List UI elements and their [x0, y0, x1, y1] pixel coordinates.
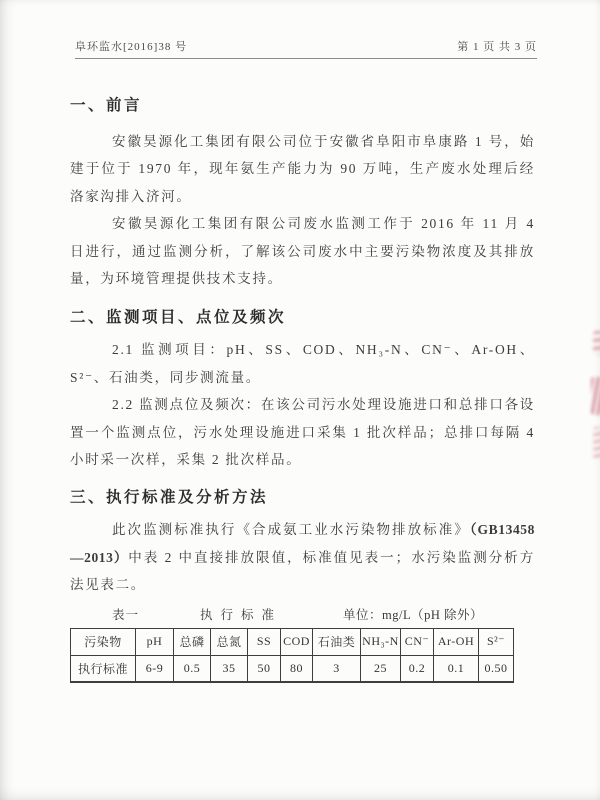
- section-3-title: 三、执行标准及分析方法: [70, 489, 269, 507]
- page-header: [75, 38, 537, 59]
- header-cell-total-phosphorus: 总磷: [174, 628, 211, 655]
- section-2-paragraph-2-1: 2.1 监测项目：pH、SS、COD、NH₃-N、CN⁻、Ar-OH、S²⁻、石油类，同步测流量。: [70, 342, 535, 385]
- standard-note-text: 中表 2 中直接排放限值，标准值见表一；水污染监测分析方法见表二。: [70, 549, 535, 593]
- section-1-paragraph-2: 安徽昊源化工集团有限公司废水监测工作于 2016 年 11 月 4 日进行，通过监测分析，了解该公司废水中主要污染物浓度及其排放量，为环境管理提供技术支持。: [70, 216, 535, 287]
- header-cell-cod: COD: [281, 628, 313, 655]
- red-ink-mark-middle: [591, 377, 600, 415]
- section-2-title: 二、监测项目、点位及频次: [70, 309, 287, 327]
- header-cell-cn: CN⁻: [401, 628, 434, 655]
- header-cell-s2: S²⁻: [479, 628, 514, 655]
- doc-number: 阜环监水[2016]38 号: [75, 41, 188, 53]
- value-cell-ph: 6-9: [136, 655, 174, 682]
- document-body: [70, 57, 535, 683]
- header-cell-total-nitrogen: 总氮: [211, 628, 248, 655]
- value-cell-petroleum: 3: [313, 655, 361, 682]
- header-cell-pollutant: 污染物: [71, 628, 136, 655]
- red-ink-mark-bottom: [593, 427, 600, 459]
- header-cell-ph: pH: [136, 628, 174, 655]
- value-cell-nh3n: 25: [361, 655, 401, 682]
- row-label-cell: 执行标准: [71, 655, 136, 682]
- section-1-title: 一、前言: [70, 97, 143, 114]
- table-one-title: 执行标准: [200, 607, 283, 622]
- red-ink-mark-top: [593, 331, 600, 355]
- header-cell-aroh: Ar-OH: [434, 628, 479, 655]
- table-one-caption: [70, 605, 513, 623]
- value-cell-aroh: 0.1: [434, 655, 479, 682]
- standard-name-text: 此次监测标准执行《合成氨工业水污染物排放标准》: [112, 522, 470, 538]
- header-cell-petroleum: 石油类: [313, 628, 361, 655]
- table-one-unit: 单位：mg/L（pH 除外）: [343, 607, 483, 622]
- value-cell-s2: 0.50: [479, 655, 514, 682]
- gb-standard-code: （GB13458—2013）: [70, 522, 535, 565]
- value-cell-cn: 0.2: [401, 655, 434, 682]
- section-2-paragraph-2-2: 2.2 监测点位及频次：在该公司污水处理设施进口和总排口各设置一个监测点位，污水处理设施进口采集 1 批次样品；总排口每隔 4 小时采一次样，采集 2 批次样品。: [70, 397, 535, 468]
- header-cell-nh3n: NH₃-N: [361, 628, 401, 655]
- page-indicator: 第 1 页 共 3 页: [457, 41, 537, 53]
- table-data-row: [71, 655, 514, 682]
- header-cell-ss: SS: [248, 628, 281, 655]
- executive-standard-table: [70, 628, 514, 684]
- table-one-label: 表一: [112, 607, 140, 622]
- table-header-row: [71, 628, 514, 655]
- value-cell-cod: 80: [281, 655, 313, 682]
- section-1-paragraph-1: 安徽昊源化工集团有限公司位于安徽省阜阳市阜康路 1 号，始建于位于 1970 年，现年氨生产能力为 90 万吨，生产废水处理后经洛家沟排入济河。: [70, 134, 535, 204]
- table-one-block: [70, 605, 513, 684]
- value-cell-total-phosphorus: 0.5: [174, 655, 211, 682]
- section-3-paragraph: [70, 516, 535, 598]
- value-cell-total-nitrogen: 35: [211, 655, 248, 682]
- value-cell-ss: 50: [248, 655, 281, 682]
